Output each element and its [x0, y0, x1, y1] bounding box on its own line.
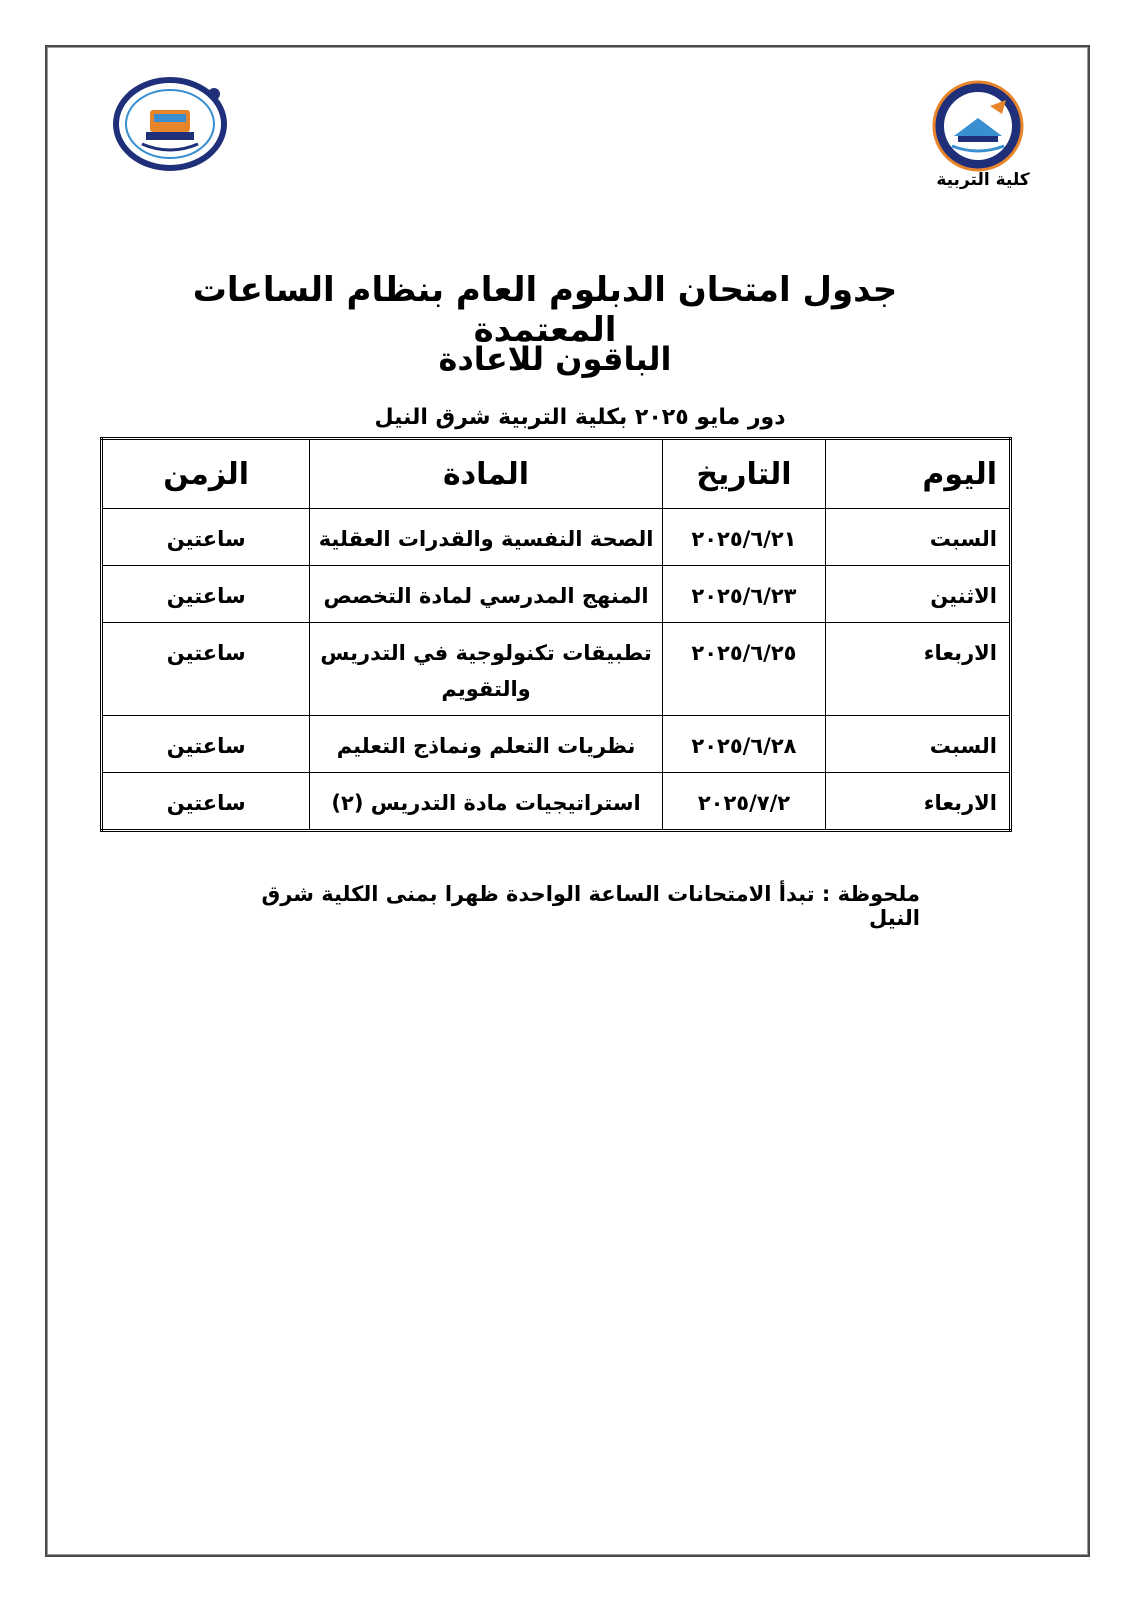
table-row [102, 509, 1011, 566]
cell-time: ساعتين [102, 623, 310, 716]
cell-time: ساعتين [102, 716, 310, 773]
header-day: اليوم [826, 439, 1011, 509]
cell-date: ٢٠٢٥/٦/٢٥ [662, 623, 825, 716]
header-date: التاريخ [662, 439, 825, 509]
cell-date: ٢٠٢٥/٦/٢٨ [662, 716, 825, 773]
exam-schedule-table [100, 437, 1012, 832]
cell-time: ساعتين [102, 509, 310, 566]
cell-time: ساعتين [102, 773, 310, 831]
cell-date: ٢٠٢٥/٦/٢٣ [662, 566, 825, 623]
cell-day: السبت [826, 716, 1011, 773]
cell-subject: الصحة النفسية والقدرات العقلية [310, 509, 662, 566]
exam-session: دور مايو ٢٠٢٥ بكلية التربية شرق النيل [374, 405, 786, 430]
cell-day: الاربعاء [826, 773, 1011, 831]
exam-note: ملحوظة : تبدأ الامتحانات الساعة الواحدة ظهرا بمنى الكلية شرق النيل [261, 882, 920, 930]
header-time: الزمن [102, 439, 310, 509]
cell-time: ساعتين [102, 566, 310, 623]
graduate-studies-logo [112, 76, 238, 176]
table-row [102, 773, 1011, 831]
cell-day: السبت [826, 509, 1011, 566]
page-title: جدول امتحان الدبلوم العام بنظام الساعات المعتمدة [192, 270, 898, 350]
cell-date: ٢٠٢٥/٧/٢ [662, 773, 825, 831]
table-header-row [102, 439, 1011, 509]
cell-subject: استراتيجيات مادة التدريس (٢) [310, 773, 662, 831]
cell-date: ٢٠٢٥/٦/٢١ [662, 509, 825, 566]
table-row [102, 716, 1011, 773]
table-row [102, 623, 1011, 716]
cell-day: الاثنين [826, 566, 1011, 623]
cell-subject: تطبيقات تكنولوجية في التدريس والتقويم [310, 623, 662, 716]
table-row [102, 566, 1011, 623]
cell-subject: المنهج المدرسي لمادة التخصص [310, 566, 662, 623]
cell-day: الاربعاء [826, 623, 1011, 716]
header-subject: المادة [310, 439, 662, 509]
faculty-name: كلية التربية [936, 170, 1030, 190]
page-subtitle: الباقون للاعادة [438, 340, 672, 378]
cell-subject: نظريات التعلم ونماذج التعليم [310, 716, 662, 773]
